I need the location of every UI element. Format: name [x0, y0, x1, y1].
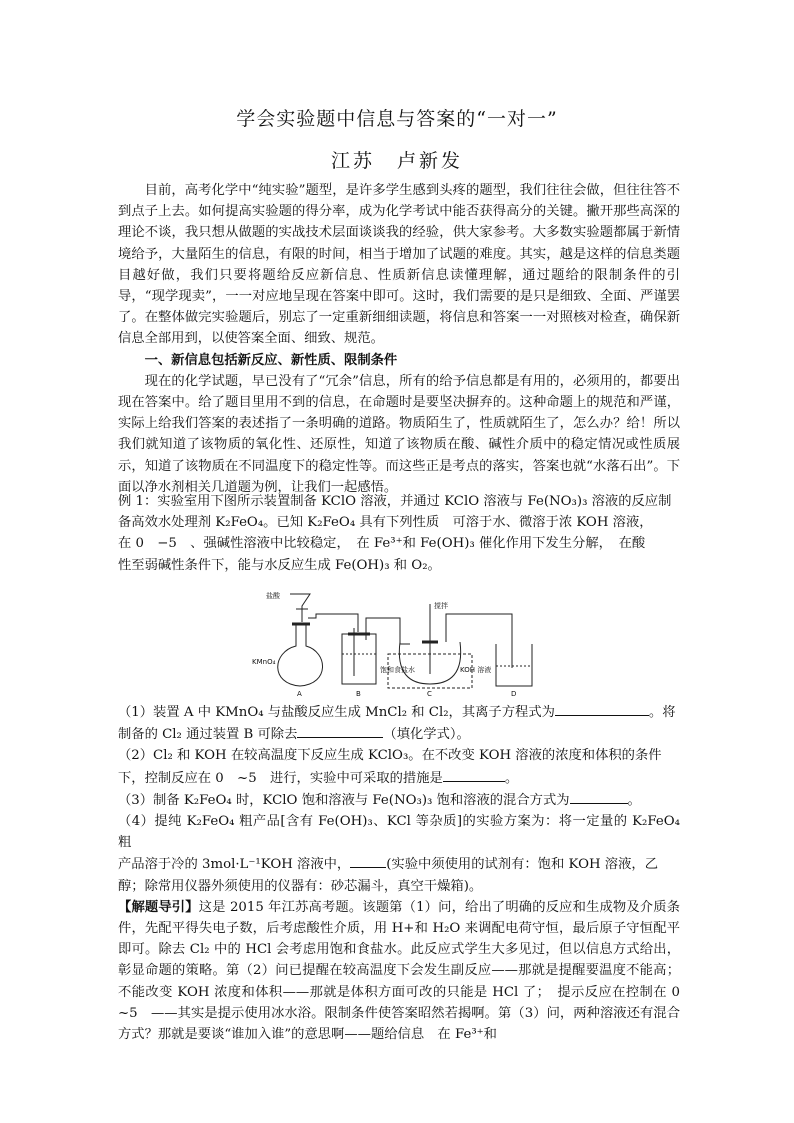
label-c: C [427, 690, 432, 698]
label-nacl: 饱和食盐水 [380, 666, 415, 674]
answer-blank-5 [350, 853, 386, 868]
bottle-b [342, 634, 376, 684]
questions-block [118, 701, 694, 1045]
label-kmno4: KMnO₄ [252, 658, 276, 666]
question-4a: （4）提纯 K₂FeO₄ 粗产品[含有 Fe(OH)₃、KCl 等杂质]的实验方案为：将一定量的 K₂FeO₄ 粗 [118, 814, 680, 851]
question-1a: （1）装置 A 中 KMnO₄ 与盐酸反应生成 MnCl₂ 和 Cl₂，其离子方程式为 。将 [118, 701, 680, 723]
section-paragraph: 现在的化学试题，早已没有了“冗余”信息，所有的给予信息都是有用的，必须用的，都要出现在答案中。给了题目里用不到的信息，在命题时是要坚决摒弃的。这种命题上的规范和严谨，实际上给我们答案的表述指了一条明确的道路。物质陌生了，性质就陌生了，怎么办？给！所以我们就知道了该物质的氧化性、还原性，知道了该物质在酸、碱性介质中的稳定情况或性质展示，知道了该物质在不同温度下的稳定性等。而这些正是考点的落实，答案也就“水落石出”。下面以净水剂相关几道题为例，让我们一起感悟。 [118, 373, 680, 495]
label-a: A [297, 690, 302, 698]
page-title: 学会实验题中信息与答案的“一对一” [236, 108, 558, 130]
intro-block [118, 180, 680, 498]
guide-paragraph [118, 897, 694, 1045]
intro-paragraph: 目前，高考化学中“纯实验”题型，是许多学生感到头疼的题型，我们往往会做，但往往答不到点子上去。如何提高实验题的得分率，成为化学考试中能否获得高分的关键。撇开那些高深的理论不谈，我只想从做题的实战技术层面谈谈我的经验，供大家参考。大多数实验题都属于新情境给予，大量陌生的信息，有限的时间，相当于增加了试题的难度。其实，越是这样的信息类题目越好做，我们只要将题给反应新信息、性质新信息读懂理解，通过题给的限制条件的引导，“现学现卖”，一一对应地呈现在答案中即可。这时，我们需要的是只是细致、全面、严谨罢了。在整体做完实验题后，别忘了一定重新细细读题，将信息和答案一一对照核对检查，确保新信息全部用到，以使答案全面、细致、规范。 [118, 183, 680, 347]
label-b: B [356, 690, 361, 698]
apparatus-figure [250, 584, 550, 698]
example-line-3: 在 0 −5 、强碱性溶液中比较稳定， 在 Fe³⁺和 Fe(OH)₃ 催化作用下发生分解， 在酸 [118, 536, 646, 552]
label-koh: KOH 溶液 [460, 666, 492, 674]
answer-blank-1 [555, 701, 649, 716]
guide-label: 【解题导引】 [118, 899, 199, 915]
label-d: D [511, 690, 517, 698]
question-2a: （2）Cl₂ 和 KOH 在较高温度下反应生成 KClO₃。在不改变 KOH 溶液的浓度和体积的条件 [118, 748, 662, 764]
answer-blank-3 [443, 767, 505, 782]
beaker-d [496, 644, 532, 686]
question-1b: 制备的 Cl₂ 通过装置 B 可除去 （填化学式）。 [118, 723, 680, 745]
question-2b: 下，控制反应在 0 ~5 进行，实验中可采取的措施是 。 [118, 767, 680, 789]
section-heading: 一、新信息包括新反应、新性质、限制条件 [144, 352, 398, 368]
label-stir: 搅拌 [434, 602, 448, 610]
answer-blank-2 [297, 723, 383, 738]
question-4c: 醇；除常用仪器外须使用的仪器有：砂芯漏斗，真空干燥箱)。 [118, 878, 483, 894]
question-3: （3）制备 K₂FeO₄ 时，KClO 饱和溶液与 Fe(NO₃)₃ 饱和溶液的混合方式为 。 [118, 789, 680, 811]
guide-text: 这是 2015 年江苏高考题。该题第（1）问，给出了明确的反应和生成物及介质条件，先配平得失电子数，后考虑酸性介质，用 H+和 H₂O 来调配电荷守恒，最后原子守恒配平即可。除去 Cl₂ 中的 HCl 会考虑用饱和食盐水。此反应式学生大多见过，但以信息方式给出，彰显命题的策略。第（2）问已提醒在较高温度下会发生副反应——那就是提醒要温度不能高；不能改变 KOH 浓度和体积——那就是体积方面可改的只能是 HCl 了； 提示反应在控制在 0 ~5 ——其实是提示使用冰水浴。限制条件使答案昭然若揭啊。第（3）问，两种溶液还有混合方式？那就是要谈“谁加入谁”的意思啊——题给信息 在 Fe³⁺和 [118, 899, 694, 1043]
author-line: 江苏 卢新发 [330, 150, 463, 172]
label-hcl: 盐酸 [266, 592, 280, 600]
example-line-1: 例 1：实验室用下图所示装置制备 KClO 溶液，并通过 KClO 溶液与 Fe(NO₃)₃ 溶液的反应制 [118, 494, 672, 509]
dropping-funnel [290, 594, 310, 622]
flask-a [278, 624, 323, 686]
example-line-4: 性至弱碱性条件下，能与水反应生成 Fe(OH)₃ 和 O₂。 [118, 557, 441, 573]
answer-blank-4 [570, 789, 628, 804]
example-line-2: 备高效水处理剂 K₂FeO₄。已知 K₂FeO₄ 具有下列性质 可溶于水、微溶于浓 KOH 溶液， [118, 515, 653, 531]
example-block [118, 491, 680, 576]
question-4b: 产品溶于冷的 3mol·L⁻¹KOH 溶液中， (实验中须使用的试剂有：饱和 KOH 溶液，乙 [118, 853, 680, 875]
